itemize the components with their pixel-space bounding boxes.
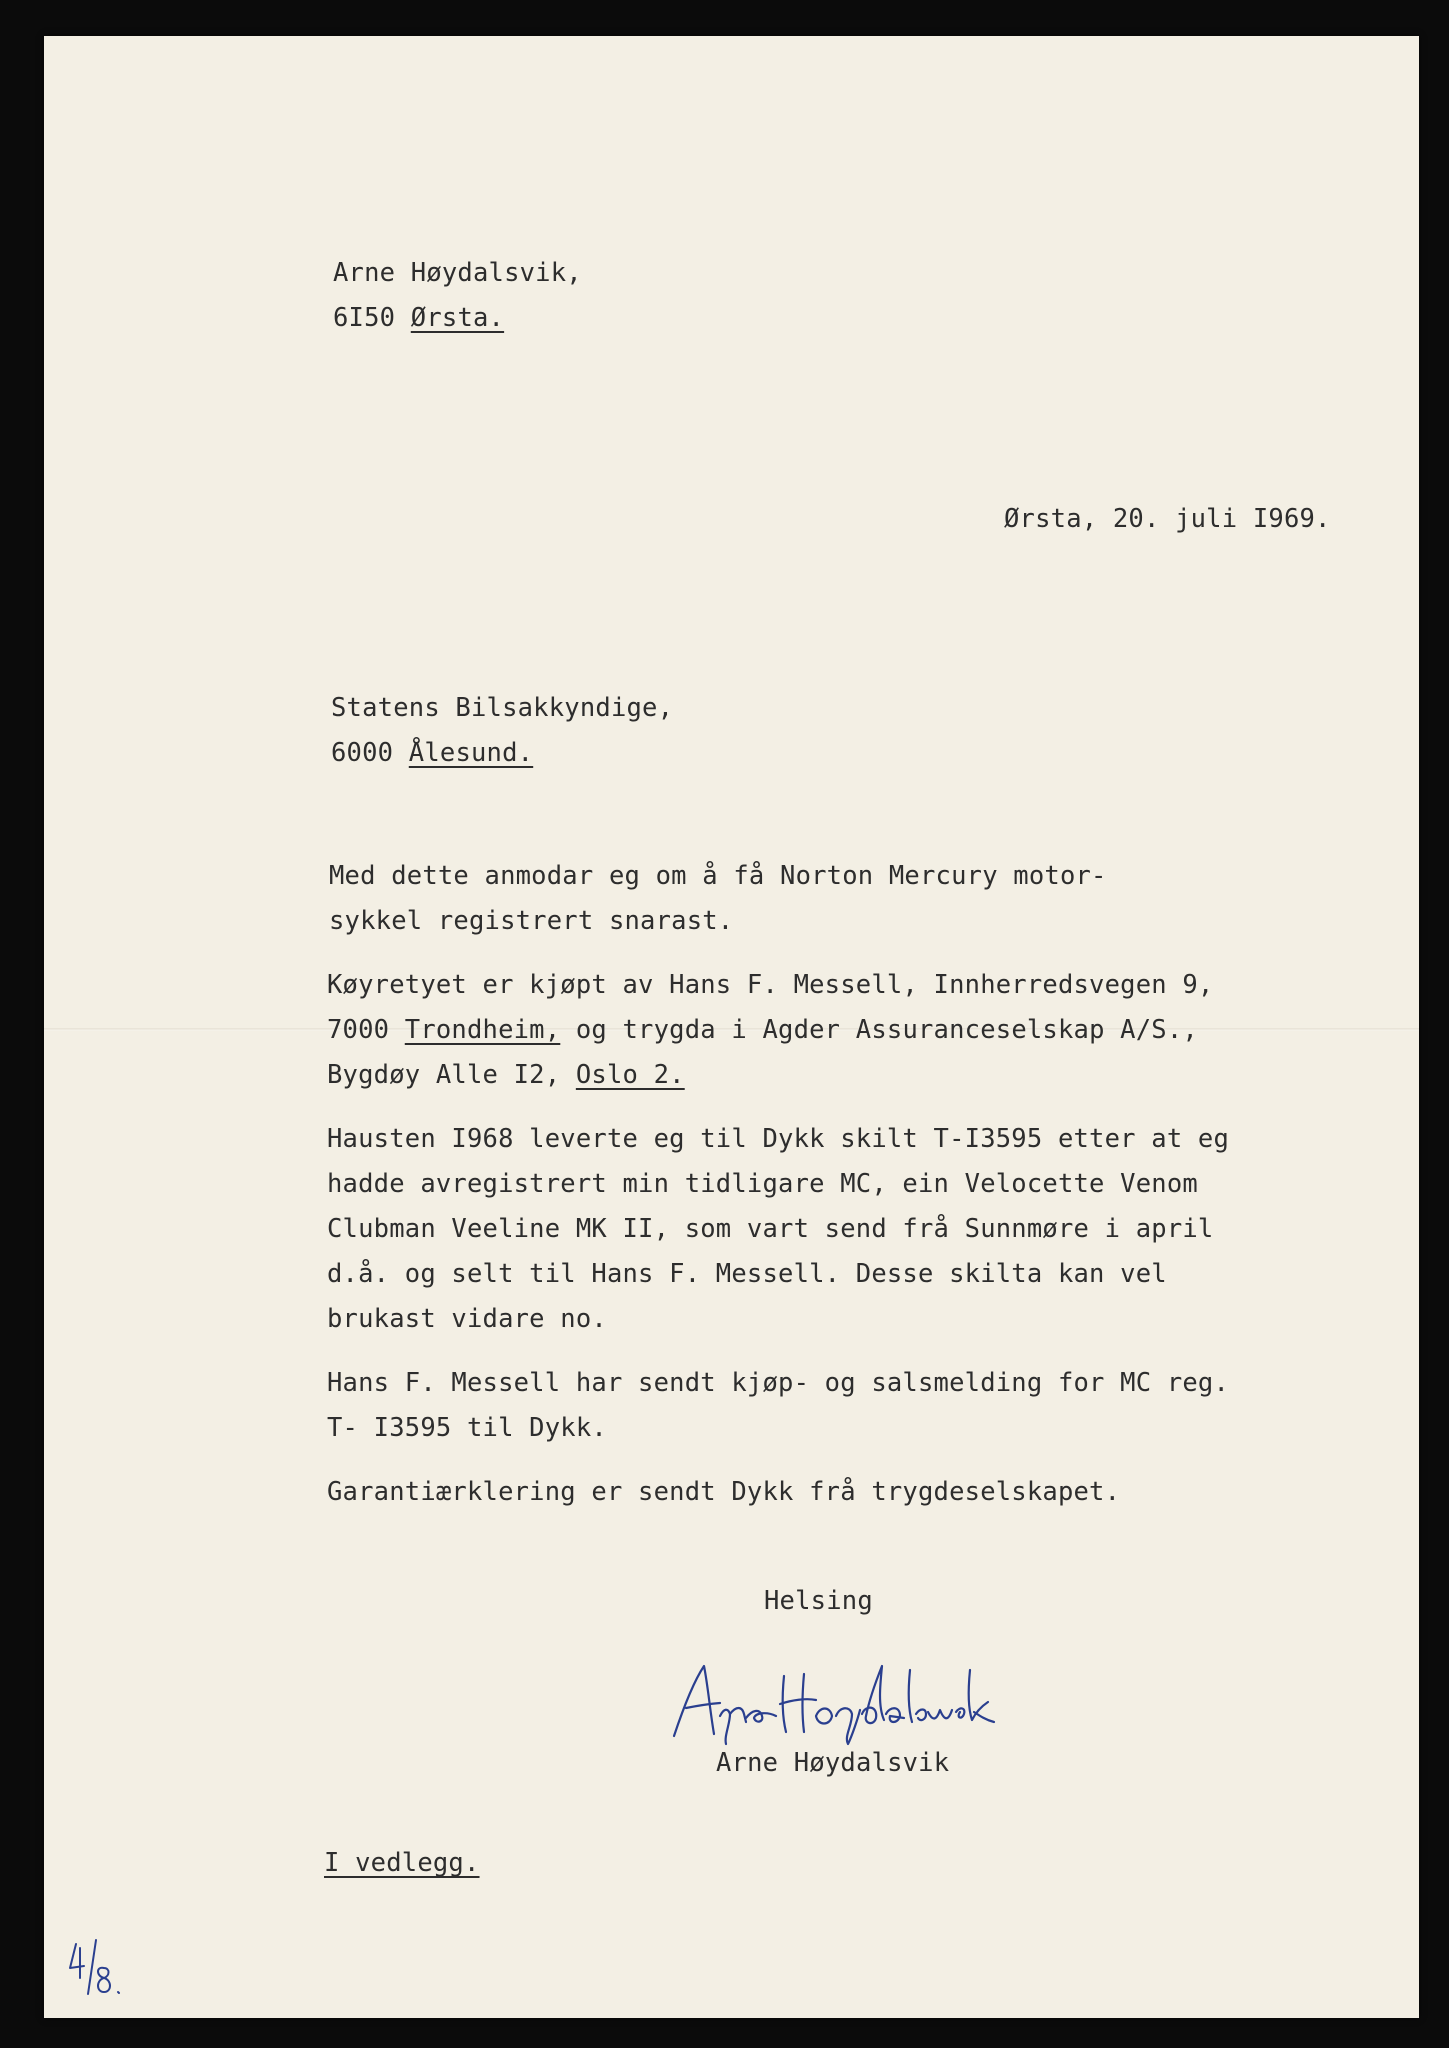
signer-name: Arne Høydalsvik <box>716 1748 950 1778</box>
insurer-text: og trygda i Agder Assuranceselskap A/S., <box>560 1015 1198 1045</box>
body-line <box>327 1060 685 1090</box>
sender-postcode: 6I50 <box>333 303 396 333</box>
body-line: Køyretyet er kjøpt av Hans F. Messell, Innherredsvegen 9, <box>327 970 1214 1000</box>
body-line: Med dette anmodar eg om å få Norton Mercury motor- <box>329 861 1107 891</box>
handwritten-signature <box>664 1656 1024 1746</box>
city-text: Oslo 2. <box>575 1060 685 1090</box>
body-line: hadde avregistrert min tidligare MC, ein Velocette Venom <box>327 1169 1198 1199</box>
enclosure-note: I vedlegg. <box>324 1848 480 1878</box>
recipient-city: Ålesund. <box>408 738 534 768</box>
body-line: brukast vidare no. <box>327 1304 607 1334</box>
sender-city: Ørsta. <box>410 303 505 333</box>
sender-name: Arne Høydalsvik, <box>333 258 582 288</box>
sender-address <box>333 303 504 333</box>
body-line: Hans F. Messell har sendt kjøp- og salsmelding for MC reg. <box>327 1368 1230 1398</box>
body-line <box>327 1015 1198 1045</box>
letter-page <box>44 36 1419 2018</box>
body-line: Hausten I968 leverte eg til Dykk skilt T-I3595 etter at eg <box>327 1124 1230 1154</box>
recipient-address <box>331 738 533 768</box>
letter-date: Ørsta, 20. juli I969. <box>1004 504 1331 534</box>
postcode-text: 7000 <box>327 1015 405 1045</box>
body-line: T- I3595 til Dykk. <box>327 1413 607 1443</box>
recipient-name: Statens Bilsakkyndige, <box>331 693 674 723</box>
city-text: Trondheim, <box>404 1015 561 1045</box>
body-line: Clubman Veeline MK II, som vart send frå Sunnmøre i april <box>327 1214 1214 1244</box>
street-text: Bygdøy Alle I2, <box>327 1060 576 1090</box>
body-line: sykkel registrert snarast. <box>329 906 734 936</box>
body-line: d.å. og selt til Hans F. Messell. Desse skilta kan vel <box>327 1259 1167 1289</box>
body-line: Garantiærklering er sendt Dykk frå trygdeselskapet. <box>327 1477 1121 1507</box>
recipient-postcode: 6000 <box>331 738 394 768</box>
closing-greeting: Helsing <box>764 1586 873 1616</box>
handwritten-margin-note <box>66 1934 126 2004</box>
